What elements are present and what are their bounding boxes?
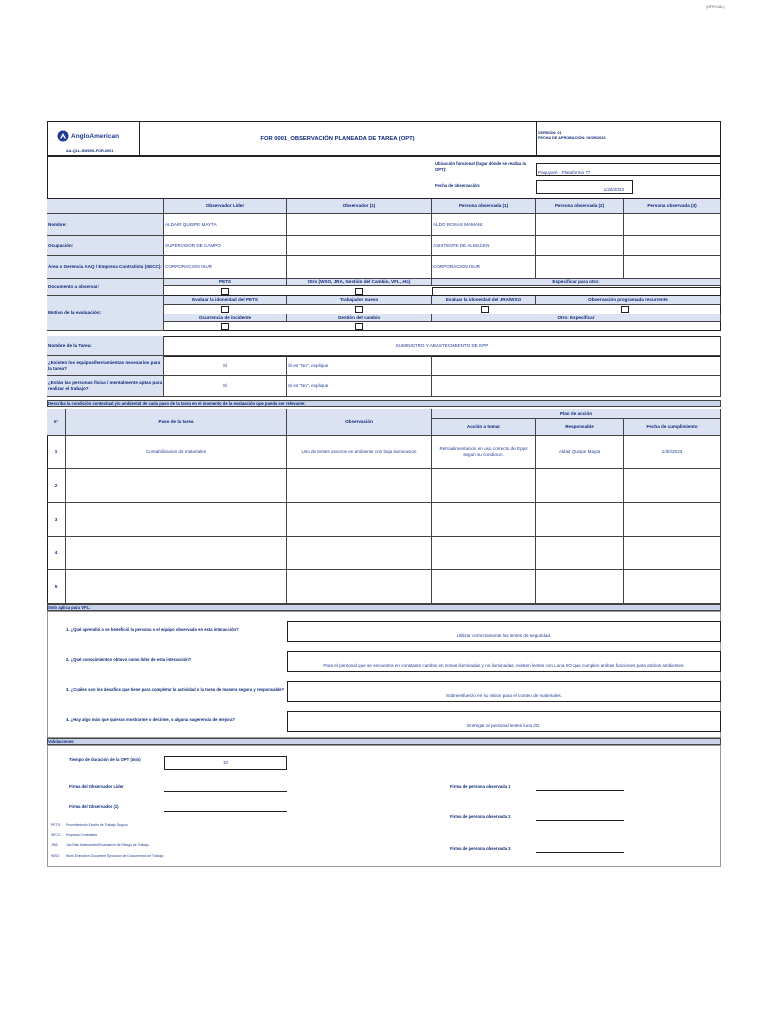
location-label: Ubicación funcional (lugar dónde se realiza la OPT): xyxy=(435,161,526,172)
step-number: 2 xyxy=(47,469,66,503)
validations-block xyxy=(47,745,721,867)
glossary-text: Job Risk Assessment/Evaluación de Riesgo de Trabajo xyxy=(66,843,149,847)
steps-header-n: n° xyxy=(47,409,66,436)
duration-label: Tiempo de duración de la OPT (min) xyxy=(69,757,141,762)
step-responsible[interactable] xyxy=(536,503,624,537)
vfl-title: Solo aplica para VFL: xyxy=(48,605,91,610)
motive-new-worker-checkbox[interactable] xyxy=(355,306,363,313)
observation-date-label: Fecha de observación: xyxy=(435,183,481,188)
steps-header-responsible: Responsable xyxy=(536,419,624,436)
vfl-answer-field[interactable]: Entregar al personal lentes luna I/O. xyxy=(287,711,721,732)
step-task[interactable] xyxy=(66,570,287,604)
glossary-abbr: WSO: xyxy=(51,854,61,858)
sig-p3-line[interactable] xyxy=(536,852,624,853)
step-observation[interactable] xyxy=(287,503,432,537)
motive-incident-checkbox[interactable] xyxy=(221,323,229,330)
steps-section-title: Describa la condición contextual y/o ambiental de cada paso de la tarea en el momento de la evaluación que pueda ser relevante: xyxy=(48,401,306,406)
other-doc-checkbox[interactable] xyxy=(355,288,363,295)
vfl-question: 3. ¿Cuáles son los desafíos que tiene para completar la actividad o la tarea de manera segura y responsable? xyxy=(66,687,285,692)
row-label-occupation: Ocupación: xyxy=(47,236,164,256)
header-lead-observer: Observador Líder xyxy=(164,199,287,214)
step-task[interactable] xyxy=(66,537,287,570)
doc-code: AA-QLL-SW69S-FOR-0001 xyxy=(66,149,114,153)
hint-equipment: Si es "No", explique xyxy=(287,356,432,376)
answer-equipment[interactable]: Sí xyxy=(164,356,287,376)
step-date[interactable] xyxy=(624,469,721,503)
observed-1-area[interactable]: CORPORACION ISUR xyxy=(432,256,536,279)
answer-fitness[interactable]: Sí xyxy=(164,376,287,397)
lead-observer-area[interactable]: CORPORACION ISUR xyxy=(164,256,287,279)
location-field[interactable] xyxy=(536,163,721,176)
sig-p3-label: Firma de persona observada 3 xyxy=(450,846,511,851)
document-label: Documento a observar: xyxy=(47,279,164,296)
motive-change-checkbox[interactable] xyxy=(355,323,363,330)
step-action[interactable] xyxy=(432,537,536,570)
motive-new-worker: Trabajador nuevo xyxy=(287,296,432,305)
observed-3-occupation[interactable] xyxy=(624,236,721,256)
motive-jra-checkbox[interactable] xyxy=(481,306,489,313)
observed-1-occupation[interactable]: ASISTENTE DE ALMACEN xyxy=(432,236,536,256)
step-number: 1 xyxy=(47,436,66,469)
observed-2-name[interactable] xyxy=(536,214,624,236)
step-action[interactable] xyxy=(432,570,536,604)
vfl-answer-field[interactable]: Para el personal que se encuentra en constante cambio en zonas iluminadas y no iluminadas, existen lentes con Luna I/O que cumplen ambas funciones para ambos ambientes. xyxy=(287,651,721,672)
observation-date-field[interactable] xyxy=(536,180,633,194)
lead-observer-name[interactable]: ALDAIR QUISPE MAYTA xyxy=(164,214,287,236)
sig-p1-line[interactable] xyxy=(536,790,624,791)
observed-2-occupation[interactable] xyxy=(536,236,624,256)
observation-date-value: 1/26/2023 xyxy=(603,187,624,192)
sig-leader-label: Firma del Observador Líder xyxy=(69,784,124,789)
hint-fitness: Si es "No", explique xyxy=(287,376,432,397)
glossary-abbr: PETS: xyxy=(51,823,61,827)
doc-option-specify: Especificar para otro: xyxy=(432,279,721,286)
observer-1-area[interactable] xyxy=(287,256,432,279)
sig-observer1-label: Firma del Observador (1) xyxy=(69,804,119,809)
step-number: 4 xyxy=(47,537,66,570)
form-title: FOR 0001_OBSERVACIÓN PLANEADA DE TAREA (OPT) xyxy=(260,135,415,142)
step-date[interactable]: 1/30/2023 xyxy=(624,436,721,469)
classification-label: (OFFICIAL) xyxy=(706,5,725,9)
step-action[interactable] xyxy=(432,469,536,503)
steps-header-date: Fecha de cumplimiento xyxy=(624,419,721,436)
glossary-text: Procedimiento Escrito de Trabajo Seguro xyxy=(66,823,128,827)
version-label: VERSIÓN: 01 xyxy=(538,131,562,135)
doc-option-other: Otro (WSO, JRA, Gestión del Cambio, VFL, etc) xyxy=(287,279,432,286)
sig-leader-line[interactable] xyxy=(164,791,287,792)
vfl-answer-field[interactable]: Utilizar correctamente los lentes de seguridad. xyxy=(287,621,721,642)
step-task[interactable] xyxy=(66,469,287,503)
steps-header-action: Acción a tomar xyxy=(432,419,536,436)
motive-pets: Evaluar la idoneidad del PETS xyxy=(164,296,287,305)
header-observer-1: Observador (1) xyxy=(287,199,432,214)
steps-header-step: Paso de la tarea xyxy=(66,409,287,436)
lead-observer-occupation[interactable]: SUPERVISOR DE CAMPO xyxy=(164,236,287,256)
explain-equipment-field[interactable] xyxy=(432,356,721,376)
observed-2-area[interactable] xyxy=(536,256,624,279)
step-task[interactable] xyxy=(66,503,287,537)
header-observed-3: Persona observada (3) xyxy=(624,199,721,214)
step-observation[interactable] xyxy=(287,469,432,503)
observed-3-name[interactable] xyxy=(624,214,721,236)
step-date[interactable] xyxy=(624,503,721,537)
row-label-name: Nombre: xyxy=(47,214,164,236)
observer-1-name[interactable] xyxy=(287,214,432,236)
task-name-value[interactable]: SUMINISTRO Y ABASTECIMIENTO DE EPP xyxy=(164,336,721,356)
vfl-question: 2. ¿Qué conocimientos obtuvo como líder de esta interacción? xyxy=(66,657,192,662)
glossary-abbr: JRA: xyxy=(51,843,59,847)
motive-recurring: Observación programada recurrente xyxy=(536,296,721,305)
motive-recurring-checkbox[interactable] xyxy=(621,306,629,313)
explain-fitness-field[interactable] xyxy=(432,376,721,397)
step-action[interactable] xyxy=(432,503,536,537)
glossary-text: Work Execution Document Ejecución de Documentos de Trabajo xyxy=(66,854,164,858)
observed-3-area[interactable] xyxy=(624,256,721,279)
task-label: Nombre de la Tarea: xyxy=(47,336,164,356)
step-task[interactable]: Contabilizacion de materiales xyxy=(66,436,287,469)
vfl-answer-field[interactable]: Sobreesfuerzo en su vision para el conteo de materiales. xyxy=(287,681,721,702)
row-label-area: Área o Gerencia AAQ / Empresa Contratista (SECC): xyxy=(47,256,164,279)
step-observation[interactable] xyxy=(287,537,432,570)
motive-pets-checkbox[interactable] xyxy=(221,306,229,313)
location-value: Paquyaré - Plataforma 77 xyxy=(538,170,591,175)
logo-text: AngloAmerican xyxy=(71,132,120,140)
question-fitness: ¿Están las personas física / mentalmente aptas para realizar el trabajo? xyxy=(47,376,164,397)
step-responsible[interactable] xyxy=(536,469,624,503)
sig-observer1-line[interactable] xyxy=(164,811,287,812)
sig-p1-label: Firma de persona observada 1 xyxy=(450,784,511,789)
pets-checkbox[interactable] xyxy=(221,288,229,295)
validations-title: Validaciones: xyxy=(48,739,75,744)
vfl-question: 4. ¿Hay algo más que quieras mostrarme o decirme, o alguna sugerencia de mejora? xyxy=(66,717,235,722)
step-date[interactable] xyxy=(624,537,721,570)
motive-jra: Evaluar la idoneidad del JRA/WSO xyxy=(432,296,536,305)
question-equipment: ¿Existen los equipos/herramientas necesarios para la tarea? xyxy=(47,356,164,376)
step-responsible[interactable]: Aldair Quispe Mayta xyxy=(536,436,624,469)
anglo-logo-icon xyxy=(57,130,69,142)
step-number: 5 xyxy=(47,570,66,604)
doc-option-pets: PETS xyxy=(164,279,287,286)
motive-change-mgmt: Gestión del cambio xyxy=(287,314,432,322)
motive-other: Otro: Especificar xyxy=(432,314,721,322)
steps-header-action-plan: Plan de acción xyxy=(432,409,721,419)
vfl-question: 1. ¿Qué aprendió o se benefició la persona o el equipo observado en esta interacción? xyxy=(66,627,239,632)
header-observed-2: Persona observada (2) xyxy=(536,199,624,214)
sig-p2-line[interactable] xyxy=(536,820,624,821)
specify-other-field[interactable] xyxy=(432,287,721,296)
observed-1-name[interactable]: ALDO ROSAS MAMANI xyxy=(432,214,536,236)
duration-field[interactable]: 10 xyxy=(164,756,287,770)
motive-incident: Ocurrencia de incidente xyxy=(164,314,287,322)
step-number: 3 xyxy=(47,503,66,537)
step-observation[interactable] xyxy=(287,570,432,604)
observer-1-occupation[interactable] xyxy=(287,236,432,256)
motive-label: Motivo de la evaluación: xyxy=(47,296,164,331)
step-observation[interactable]: Uso de lentes oscuros en ambiente con baja iluminacion xyxy=(287,436,432,469)
step-responsible[interactable] xyxy=(536,537,624,570)
step-date[interactable] xyxy=(624,570,721,604)
company-logo xyxy=(57,130,119,142)
glossary-abbr: SECC: xyxy=(51,833,62,837)
glossary-text: Empresa Contratista xyxy=(66,833,97,837)
steps-header-observation: Observación xyxy=(287,409,432,436)
step-responsible[interactable] xyxy=(536,570,624,604)
approval-date-label: FECHA DE APROBACIÓN: 06/09/2023 xyxy=(538,136,606,140)
sig-p2-label: Firma de persona observada 2 xyxy=(450,814,511,819)
header-observed-1: Persona observada (1) xyxy=(432,199,536,214)
step-action[interactable]: Retroalimentacion en uso correcto de Epps según su condicion. xyxy=(432,436,536,469)
